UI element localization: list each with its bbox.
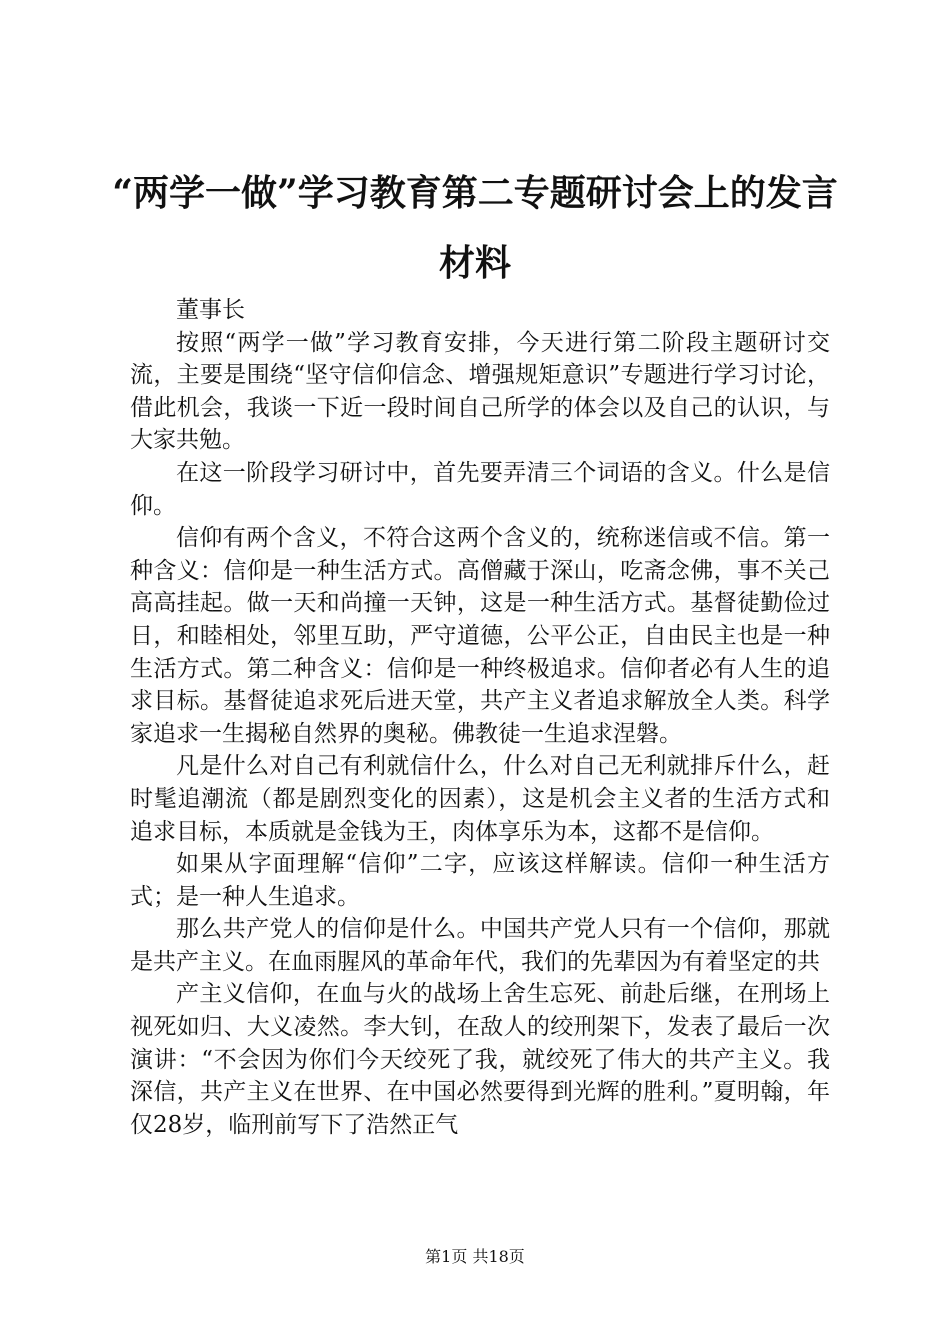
paragraph: 如果从字面理解“信仰”二字，应该这样解读。信仰一种生活方式；是一种人生追求。: [130, 851, 830, 910]
paragraph: 信仰有两个含义，不符合这两个含义的，统称迷信或不信。第一种含义：信仰是一种生活方式。高僧藏于深山，吃斋念佛，事不关己高高挂起。做一天和尚撞一天钟，这是一种生活方式。基督徒勤俭过日，和睦相处，邻里互助，严守道德，公平公正，自由民主也是一种生活方式。第二种含义：信仰是一种终极追求。信仰者必有人生的追求目标。基督徒追求死后进天堂，共产主义者追求解放全人类。科学家追求一生揭秘自然界的奥秘。佛教徒一生追求涅磐。: [130, 525, 830, 747]
document-title: “两学一做”学习教育第二专题研讨会上的发言材料: [112, 172, 838, 284]
document-body: [130, 294, 830, 1141]
paragraph: 那么共产党人的信仰是什么。中国共产党人只有一个信仰，那就是共产主义。在血雨腥风的革命年代，我们的先辈因为有着坚定的共: [130, 916, 830, 975]
paragraph-salutation: 董事长: [176, 297, 245, 323]
page-footer: 第1页 共18页: [425, 1247, 525, 1266]
paragraph: 按照“两学一做”学习教育安排，今天进行第二阶段主题研讨交流，主要是围绕“坚守信仰信念、增强规矩意识”专题进行学习讨论，借此机会，我谈一下近一段时间自己所学的体会以及自己的认识，与大家共勉。: [130, 329, 830, 454]
paragraph: 在这一阶段学习研讨中，首先要弄清三个词语的含义。什么是信仰。: [130, 459, 830, 519]
paragraph: 凡是什么对自己有利就信什么，什么对自己无利就排斥什么，赶时髦追潮流（都是剧烈变化的因素），这是机会主义者的生活方式和追求目标，本质就是金钱为王，肉体享乐为本，这都不是信仰。: [130, 753, 830, 845]
paragraph: 产主义信仰，在血与火的战场上舍生忘死、前赴后继，在刑场上视死如归、大义凌然。李大钊，在敌人的绞刑架下，发表了最后一次演讲：“不会因为你们今天绞死了我，就绞死了伟大的共产主义。我深信，共产主义在世界、在中国必然要得到光辉的胜利。”夏明翰，年仅28岁，临刑前写下了浩然正气: [130, 981, 830, 1138]
